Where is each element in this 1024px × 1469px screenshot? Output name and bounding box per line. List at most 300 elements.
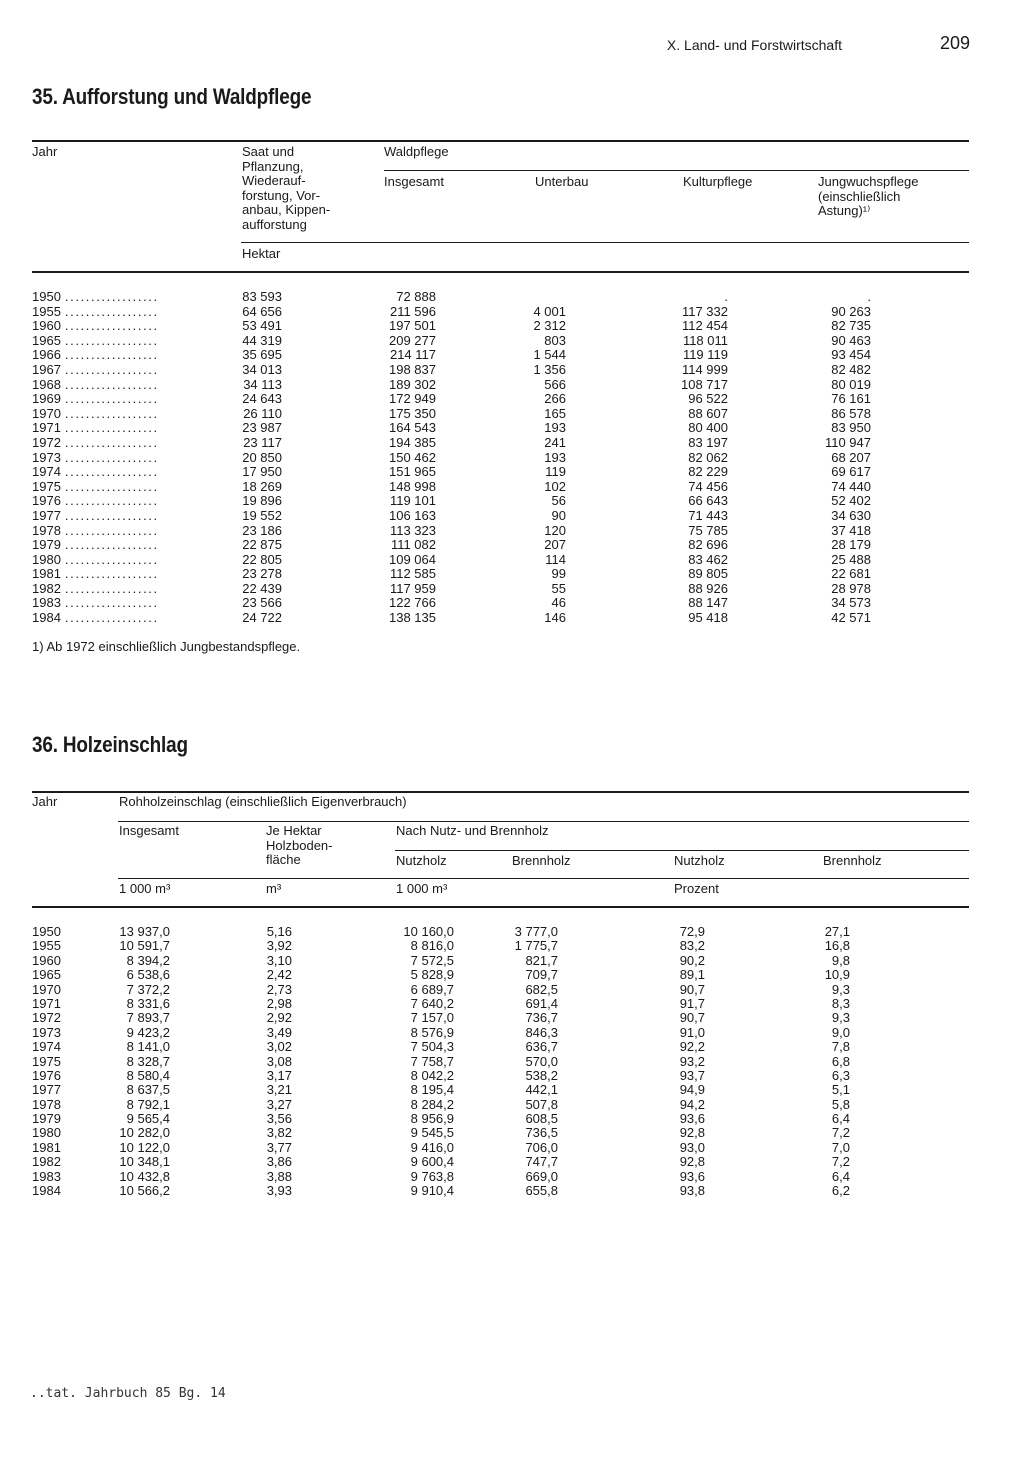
t35-row-year-1970: 1970 (32, 405, 61, 421)
table36-header-brennholz: Brennholz (512, 853, 571, 868)
t35-jungwuchspflege-1960: 82 735 (831, 318, 871, 334)
t35-jungwuchspflege-1966: 93 454 (831, 347, 871, 363)
t36-nutzholz-prozent-1950: 72,9 (679, 924, 705, 939)
t35-saat-1983: 23 566 (242, 595, 282, 611)
t35-kulturpflege-1980: 83 462 (688, 551, 728, 567)
t36-jahr-1983: 1983 (32, 1168, 61, 1184)
t36-nutzholz-1978: 8 284,2 (410, 1096, 454, 1112)
t36-jahr-1973: 1973 (32, 1024, 61, 1040)
t36-nutzholz-1972: 7 157,0 (410, 1010, 454, 1026)
table35-column-saat (200, 290, 282, 626)
t35-kulturpflege-1965: 118 011 (682, 332, 728, 348)
t36-jahr-1975: 1975 (32, 1053, 61, 1069)
t36-je-hektar-1979: 3,56 (266, 1111, 292, 1127)
t35-jungwuchspflege-1973: 68 207 (831, 449, 871, 465)
t36-jahr-1984: 1984 (32, 1183, 61, 1199)
t35-row-1955 (32, 305, 212, 320)
t35-insgesamt-1980: 109 064 (389, 551, 436, 567)
t35-saat-1975: 18 269 (242, 478, 282, 494)
t35-unterbau-1967: 1 356 (533, 361, 566, 377)
leader-dots: .................. (64, 420, 159, 436)
t36-brennholz-1965: 709,7 (525, 967, 558, 983)
t36-insgesamt-1984: 10 566,2 (119, 1183, 170, 1199)
t36-jahr-1970: 1970 (32, 981, 61, 997)
table35-header-waldpflege: Waldpflege (384, 144, 449, 159)
t35-saat-1972: 23 117 (243, 434, 282, 450)
t35-jungwuchspflege-1970: 86 578 (831, 405, 871, 421)
t35-saat-1976: 19 896 (242, 493, 282, 509)
t36-nutzholz-1971: 7 640,2 (410, 995, 454, 1011)
t35-unterbau-1977: 90 (551, 507, 566, 523)
t35-jungwuchspflege-1977: 34 630 (831, 507, 871, 523)
t36-brennholz-prozent-1976: 6,3 (831, 1067, 850, 1083)
t36-nutzholz-prozent-1960: 90,2 (679, 952, 705, 968)
t35-saat-1974: 17 950 (242, 464, 282, 480)
t36-insgesamt-1977: 8 637,5 (126, 1082, 170, 1098)
t36-nutzholz-1970: 6 689,7 (410, 981, 454, 997)
t36-brennholz-1960: 821,7 (525, 952, 558, 968)
t36-nutzholz-prozent-1972: 90,7 (679, 1010, 705, 1026)
t35-kulturpflege-1970: 88 607 (688, 405, 728, 421)
t35-jungwuchspflege-1971: 83 950 (831, 420, 871, 436)
t35-unterbau-1960: 2 312 (533, 318, 566, 334)
leader-dots: .................. (64, 391, 159, 407)
t35-row-year-1984: 1984 (32, 610, 61, 626)
table36-header-nach: Nach Nutz- und Brennholz (396, 823, 549, 838)
t35-saat-1950: 83 593 (242, 289, 282, 304)
t35-row-1984 (32, 611, 212, 626)
table36-header-brennholz-prozent: Brennholz (823, 853, 882, 868)
t35-unterbau-1974: 119 (545, 464, 566, 480)
t36-jahr-1971: 1971 (32, 995, 61, 1011)
t35-jungwuchspflege-1978: 37 418 (831, 522, 871, 538)
t35-row-year-1971: 1971 (32, 420, 61, 436)
t35-row-1965 (32, 334, 212, 349)
t35-insgesamt-1976: 119 101 (389, 493, 436, 509)
table35-column-unterbau (500, 290, 566, 626)
t36-brennholz-prozent-1979: 6,4 (831, 1111, 850, 1127)
t36-nutzholz-1975: 7 758,7 (410, 1053, 454, 1069)
t36-jahr-1982: 1982 (32, 1154, 61, 1170)
t36-nutzholz-prozent-1955: 83,2 (679, 938, 705, 954)
t36-nutzholz-prozent-1979: 93,6 (679, 1111, 705, 1127)
t36-insgesamt-1975: 8 328,7 (126, 1053, 170, 1069)
leader-dots: .................. (64, 434, 159, 450)
t36-brennholz-prozent-1981: 7,0 (831, 1139, 850, 1155)
t36-je-hektar-1978: 3,27 (266, 1096, 292, 1112)
t36-nutzholz-prozent-1984: 93,8 (679, 1183, 705, 1199)
t36-nutzholz-1965: 5 828,9 (410, 967, 454, 983)
t35-insgesamt-1967: 198 837 (389, 361, 436, 377)
t36-insgesamt-1978: 8 792,1 (126, 1096, 170, 1112)
t36-jahr-1960: 1960 (32, 952, 61, 968)
t36-brennholz-prozent-1955: 16,8 (824, 938, 850, 954)
table36-header-nutzholz: Nutzholz (396, 853, 447, 868)
t35-unterbau-1970: 165 (544, 405, 566, 421)
leader-dots: .................. (64, 610, 159, 626)
t35-jungwuchspflege-1983: 34 573 (831, 595, 871, 611)
t35-jungwuchspflege-1950: . (867, 289, 871, 304)
t35-kulturpflege-1979: 82 696 (688, 537, 728, 553)
leader-dots: .................. (64, 566, 159, 582)
t35-saat-1970: 26 110 (243, 405, 282, 421)
t36-brennholz-1982: 747,7 (525, 1154, 558, 1170)
t35-jungwuchspflege-1984: 42 571 (831, 610, 871, 626)
t36-brennholz-prozent-1980: 7,2 (831, 1125, 850, 1141)
t35-saat-1955: 64 656 (242, 303, 282, 319)
t35-insgesamt-1965: 209 277 (389, 332, 436, 348)
t36-insgesamt-1974: 8 141,0 (126, 1039, 170, 1055)
t36-je-hektar-1983: 3,88 (266, 1168, 292, 1184)
t36-insgesamt-1973: 9 423,2 (126, 1024, 170, 1040)
leader-dots: .................. (64, 493, 159, 509)
table35-column-jungwuchspflege (780, 290, 871, 626)
table36-column-brennholz (490, 925, 558, 1198)
t35-unterbau-1973: 193 (544, 449, 566, 465)
t36-nutzholz-prozent-1981: 93,0 (679, 1139, 705, 1155)
t35-unterbau-1984: 146 (544, 610, 566, 626)
t35-row-1972 (32, 436, 212, 451)
t36-jahr-1981: 1981 (32, 1139, 61, 1155)
t35-row-year-1967: 1967 (32, 361, 61, 377)
t35-unterbau-1976: 56 (551, 493, 566, 509)
t35-row-1973 (32, 451, 212, 466)
table35-header-bottom-rule (32, 271, 969, 273)
t36-brennholz-1970: 682,5 (525, 981, 558, 997)
t36-nutzholz-prozent-1983: 93,6 (679, 1168, 705, 1184)
leader-dots: .................. (64, 361, 159, 377)
table36-header-jahr: Jahr (32, 794, 58, 809)
t35-row-1979 (32, 538, 212, 553)
t35-unterbau-1983: 46 (551, 595, 566, 611)
t35-unterbau-1980: 114 (545, 551, 566, 567)
t36-nutzholz-prozent-1977: 94,9 (679, 1082, 705, 1098)
table36-column-nutzholz (380, 925, 454, 1198)
t35-insgesamt-1973: 150 462 (389, 449, 436, 465)
t35-row-1950 (32, 290, 212, 305)
t35-kulturpflege-1974: 82 229 (688, 464, 728, 480)
t35-unterbau-1979: 207 (544, 537, 566, 553)
t35-kulturpflege-1960: 112 454 (681, 318, 728, 334)
t36-brennholz-1981: 706,0 (525, 1139, 558, 1155)
t36-nutzholz-prozent-1971: 91,7 (679, 995, 705, 1011)
t35-kulturpflege-1984: 95 418 (688, 610, 728, 626)
t35-row-year-1973: 1973 (32, 449, 61, 465)
table35-header-jahr: Jahr (32, 144, 58, 159)
t35-jungwuchspflege-1980: 25 488 (831, 551, 871, 567)
t35-kulturpflege-1972: 83 197 (688, 434, 728, 450)
leader-dots: .................. (64, 318, 159, 334)
table36-column-nutzholz-prozent (650, 925, 705, 1198)
t36-insgesamt-1980: 10 282,0 (119, 1125, 170, 1141)
table36-column-je-hektar (240, 925, 292, 1198)
t36-brennholz-1972: 736,7 (525, 1010, 558, 1026)
leader-dots: .................. (64, 580, 159, 596)
t35-row-1970 (32, 407, 212, 422)
t35-unterbau-1965: 803 (544, 332, 566, 348)
t35-row-1971 (32, 421, 212, 436)
t36-nutzholz-prozent-1974: 92,2 (679, 1039, 705, 1055)
t36-nutzholz-1984: 9 910,4 (410, 1183, 454, 1199)
t36-jahr-1965: 1965 (32, 967, 61, 983)
table35-column-kulturpflege (640, 290, 728, 626)
t36-nutzholz-prozent-1975: 93,2 (679, 1053, 705, 1069)
t36-jahr-1974: 1974 (32, 1039, 61, 1055)
table35-header-insgesamt: Insgesamt (384, 174, 444, 189)
table36-header-nutzholz-prozent: Nutzholz (674, 853, 725, 868)
t36-je-hektar-1975: 3,08 (266, 1053, 292, 1069)
t35-unterbau-1975: 102 (544, 478, 566, 494)
t36-nutzholz-1980: 9 545,5 (410, 1125, 454, 1141)
leader-dots: .................. (64, 595, 159, 611)
t36-nutzholz-1977: 8 195,4 (410, 1082, 454, 1098)
t35-row-year-1978: 1978 (32, 522, 61, 538)
t35-insgesamt-1983: 122 766 (389, 595, 436, 611)
t36-brennholz-prozent-1971: 8,3 (831, 995, 850, 1011)
leader-dots: .................. (64, 332, 159, 348)
t35-jungwuchspflege-1979: 28 179 (831, 537, 871, 553)
t36-nutzholz-prozent-1976: 93,7 (679, 1067, 705, 1083)
t36-nutzholz-prozent-1970: 90,7 (679, 981, 705, 997)
t36-brennholz-prozent-1965: 10,9 (824, 967, 850, 983)
t35-jungwuchspflege-1968: 80 019 (831, 376, 871, 392)
table35-footnote: 1) Ab 1972 einschließlich Jungbestandspflege. (32, 639, 301, 654)
t35-jungwuchspflege-1967: 82 482 (831, 361, 871, 377)
t36-brennholz-1983: 669,0 (525, 1168, 558, 1184)
t35-insgesamt-1971: 164 543 (389, 420, 436, 436)
t35-jungwuchspflege-1974: 69 617 (831, 464, 871, 480)
table36-unit-rule (118, 878, 969, 879)
t35-jungwuchspflege-1965: 90 463 (831, 332, 871, 348)
t36-insgesamt-1979: 9 565,4 (126, 1111, 170, 1127)
t35-row-1976 (32, 494, 212, 509)
chapter-heading: X. Land- und Forstwirtschaft (666, 37, 842, 53)
table36-header-insgesamt: Insgesamt (119, 823, 179, 838)
t35-unterbau-1978: 120 (544, 522, 566, 538)
leader-dots: .................. (64, 376, 159, 392)
t35-kulturpflege-1977: 71 443 (688, 507, 728, 523)
t35-unterbau-1955: 4 001 (533, 303, 566, 319)
t35-row-year-1974: 1974 (32, 464, 61, 480)
t35-kulturpflege-1971: 80 400 (688, 420, 728, 436)
t35-saat-1971: 23 987 (242, 420, 282, 436)
table36-header-je-hektar: Je Hektar Holzboden- fläche (266, 823, 333, 868)
table35-header-unit: Hektar (242, 246, 281, 261)
leader-dots: .................. (64, 464, 159, 480)
t35-saat-1980: 22 805 (242, 551, 282, 567)
t35-kulturpflege-1973: 82 062 (688, 449, 728, 465)
t36-insgesamt-1982: 10 348,1 (119, 1154, 170, 1170)
t36-brennholz-1950: 3 777,0 (514, 924, 558, 939)
t35-insgesamt-1972: 194 385 (389, 434, 436, 450)
page-stamp: ..tat. Jahrbuch 85 Bg. 14 (30, 1386, 226, 1401)
leader-dots: .................. (64, 507, 159, 523)
t35-unterbau-1971: 193 (544, 420, 566, 436)
t35-kulturpflege-1976: 66 643 (688, 493, 728, 509)
t35-row-1978 (32, 524, 212, 539)
t35-saat-1984: 24 722 (242, 610, 282, 626)
t35-unterbau-1982: 55 (551, 580, 566, 596)
leader-dots: .................. (64, 522, 159, 538)
t36-insgesamt-1983: 10 432,8 (119, 1168, 170, 1184)
t35-saat-1977: 19 552 (242, 507, 282, 523)
t36-insgesamt-1965: 6 538,6 (126, 967, 170, 983)
t35-insgesamt-1978: 113 323 (389, 522, 436, 538)
t36-insgesamt-1971: 8 331,6 (126, 995, 170, 1011)
t36-jahr-1950: 1950 (32, 924, 61, 939)
table35-column-jahr (32, 290, 212, 626)
t35-insgesamt-1969: 172 949 (389, 391, 436, 407)
t36-je-hektar-1960: 3,10 (266, 952, 292, 968)
t36-brennholz-1984: 655,8 (525, 1183, 558, 1199)
t35-saat-1979: 22 875 (242, 537, 282, 553)
t36-je-hektar-1955: 3,92 (266, 938, 292, 954)
t35-insgesamt-1970: 175 350 (389, 405, 436, 421)
table35-waldpflege-rule (384, 170, 969, 171)
t36-jahr-1979: 1979 (32, 1111, 61, 1127)
table36-column-jahr (32, 925, 92, 1198)
t36-je-hektar-1984: 3,93 (266, 1183, 292, 1199)
leader-dots: .................. (64, 478, 159, 494)
t36-brennholz-prozent-1970: 9,3 (831, 981, 850, 997)
t36-brennholz-prozent-1978: 5,8 (831, 1096, 850, 1112)
t36-brennholz-1975: 570,0 (525, 1053, 558, 1069)
t35-insgesamt-1960: 197 501 (389, 318, 436, 334)
table35-header-kulturpflege: Kulturpflege (683, 174, 753, 189)
t35-row-year-1979: 1979 (32, 537, 61, 553)
t36-brennholz-1977: 442,1 (525, 1082, 558, 1098)
t35-row-1980 (32, 553, 212, 568)
t35-saat-1968: 34 113 (243, 376, 282, 392)
t35-row-year-1980: 1980 (32, 551, 61, 567)
t35-unterbau-1972: 241 (544, 434, 566, 450)
t35-kulturpflege-1969: 96 522 (688, 391, 728, 407)
t36-brennholz-prozent-1982: 7,2 (831, 1154, 850, 1170)
t35-insgesamt-1974: 151 965 (389, 464, 436, 480)
t35-unterbau-1981: 99 (551, 566, 566, 582)
t36-brennholz-1971: 691,4 (525, 995, 558, 1011)
t35-kulturpflege-1967: 114 999 (681, 361, 728, 377)
t35-saat-1978: 23 186 (242, 522, 282, 538)
t36-brennholz-1980: 736,5 (525, 1125, 558, 1141)
t36-nutzholz-prozent-1965: 89,1 (679, 967, 705, 983)
t35-kulturpflege-1955: 117 332 (681, 303, 728, 319)
t36-nutzholz-1983: 9 763,8 (410, 1168, 454, 1184)
t36-je-hektar-1980: 3,82 (266, 1125, 292, 1141)
t35-insgesamt-1981: 112 585 (389, 566, 436, 582)
t36-brennholz-1978: 507,8 (525, 1096, 558, 1112)
leader-dots: .................. (64, 347, 159, 363)
t36-je-hektar-1976: 3,17 (266, 1067, 292, 1083)
t36-brennholz-1973: 846,3 (525, 1024, 558, 1040)
leader-dots: .................. (64, 303, 159, 319)
table35-unit-rule (241, 242, 969, 243)
t35-saat-1960: 53 491 (242, 318, 282, 334)
t35-row-year-1968: 1968 (32, 376, 61, 392)
leader-dots: .................. (64, 405, 159, 421)
table36-column-brennholz-prozent (800, 925, 850, 1198)
t35-kulturpflege-1981: 89 805 (688, 566, 728, 582)
t36-brennholz-prozent-1984: 6,2 (831, 1183, 850, 1199)
t35-jungwuchspflege-1976: 52 402 (831, 493, 871, 509)
t35-saat-1966: 35 695 (242, 347, 282, 363)
t35-row-year-1975: 1975 (32, 478, 61, 494)
t36-je-hektar-1977: 3,21 (266, 1082, 292, 1098)
table36-unit-je-hektar: m³ (266, 881, 282, 896)
t35-saat-1973: 20 850 (242, 449, 282, 465)
t35-row-year-1977: 1977 (32, 507, 61, 523)
t36-nutzholz-prozent-1978: 94,2 (679, 1096, 705, 1112)
t35-row-1977 (32, 509, 212, 524)
t36-nutzholz-prozent-1982: 92,8 (679, 1154, 705, 1170)
t35-row-year-1955: 1955 (32, 303, 61, 319)
t35-saat-1969: 24 643 (242, 391, 282, 407)
t36-insgesamt-1950: 13 937,0 (119, 924, 170, 939)
t35-jungwuchspflege-1975: 74 440 (831, 478, 871, 494)
leader-dots: .................. (64, 289, 159, 304)
t36-jahr-1980: 1980 (32, 1125, 61, 1141)
t36-brennholz-prozent-1974: 7,8 (831, 1039, 850, 1055)
table36-header-rohholz: Rohholzeinschlag (einschließlich Eigenverbrauch) (119, 794, 407, 809)
table35-column-insgesamt (350, 290, 436, 626)
t36-jahr-1976: 1976 (32, 1067, 61, 1083)
t35-unterbau-1950 (500, 290, 566, 305)
t36-insgesamt-1981: 10 122,0 (119, 1139, 170, 1155)
t36-je-hektar-1971: 2,98 (266, 995, 292, 1011)
t36-brennholz-prozent-1950: 27,1 (824, 924, 850, 939)
t36-nutzholz-1979: 8 956,9 (410, 1111, 454, 1127)
t36-brennholz-prozent-1975: 6,8 (831, 1053, 850, 1069)
t36-insgesamt-1976: 8 580,4 (126, 1067, 170, 1083)
t36-insgesamt-1972: 7 893,7 (126, 1010, 170, 1026)
t35-row-1968 (32, 378, 212, 393)
t35-row-year-1981: 1981 (32, 566, 61, 582)
table36-unit-insgesamt: 1 000 m³ (119, 881, 171, 896)
t36-je-hektar-1973: 3,49 (266, 1024, 292, 1040)
t35-row-1975 (32, 480, 212, 495)
t35-insgesamt-1966: 214 117 (389, 347, 436, 363)
t36-insgesamt-1970: 7 372,2 (126, 981, 170, 997)
t35-saat-1965: 44 319 (242, 332, 282, 348)
t35-saat-1982: 22 439 (242, 580, 282, 596)
t35-unterbau-1966: 1 544 (533, 347, 566, 363)
t36-nutzholz-1973: 8 576,9 (410, 1024, 454, 1040)
t35-jungwuchspflege-1981: 22 681 (831, 566, 871, 582)
t36-nutzholz-prozent-1973: 91,0 (679, 1024, 705, 1040)
t35-row-year-1969: 1969 (32, 391, 61, 407)
t35-row-1969 (32, 392, 212, 407)
t35-unterbau-1969: 266 (544, 391, 566, 407)
t36-nutzholz-prozent-1980: 92,8 (679, 1125, 705, 1141)
table36-rohholz-rule (118, 821, 969, 822)
t35-row-year-1976: 1976 (32, 493, 61, 509)
t36-brennholz-1955: 1 775,7 (514, 938, 558, 954)
table35-header-jungwuchspflege: Jungwuchspflege (einschließlich Astung)¹⁾ (818, 174, 919, 219)
t36-jahr-1977: 1977 (32, 1082, 61, 1098)
table35-top-rule (32, 140, 969, 142)
table36-nach-rule (395, 850, 969, 851)
t36-je-hektar-1981: 3,77 (266, 1139, 292, 1155)
t36-brennholz-1979: 608,5 (525, 1111, 558, 1127)
t35-saat-1981: 23 278 (242, 566, 282, 582)
t35-insgesamt-1982: 117 959 (389, 580, 436, 596)
t36-brennholz-1976: 538,2 (525, 1067, 558, 1083)
t35-unterbau-1968: 566 (544, 376, 566, 392)
t35-insgesamt-1979: 111 082 (390, 537, 436, 553)
t35-row-1966 (32, 348, 212, 363)
leader-dots: .................. (64, 537, 159, 553)
t35-row-year-1982: 1982 (32, 580, 61, 596)
